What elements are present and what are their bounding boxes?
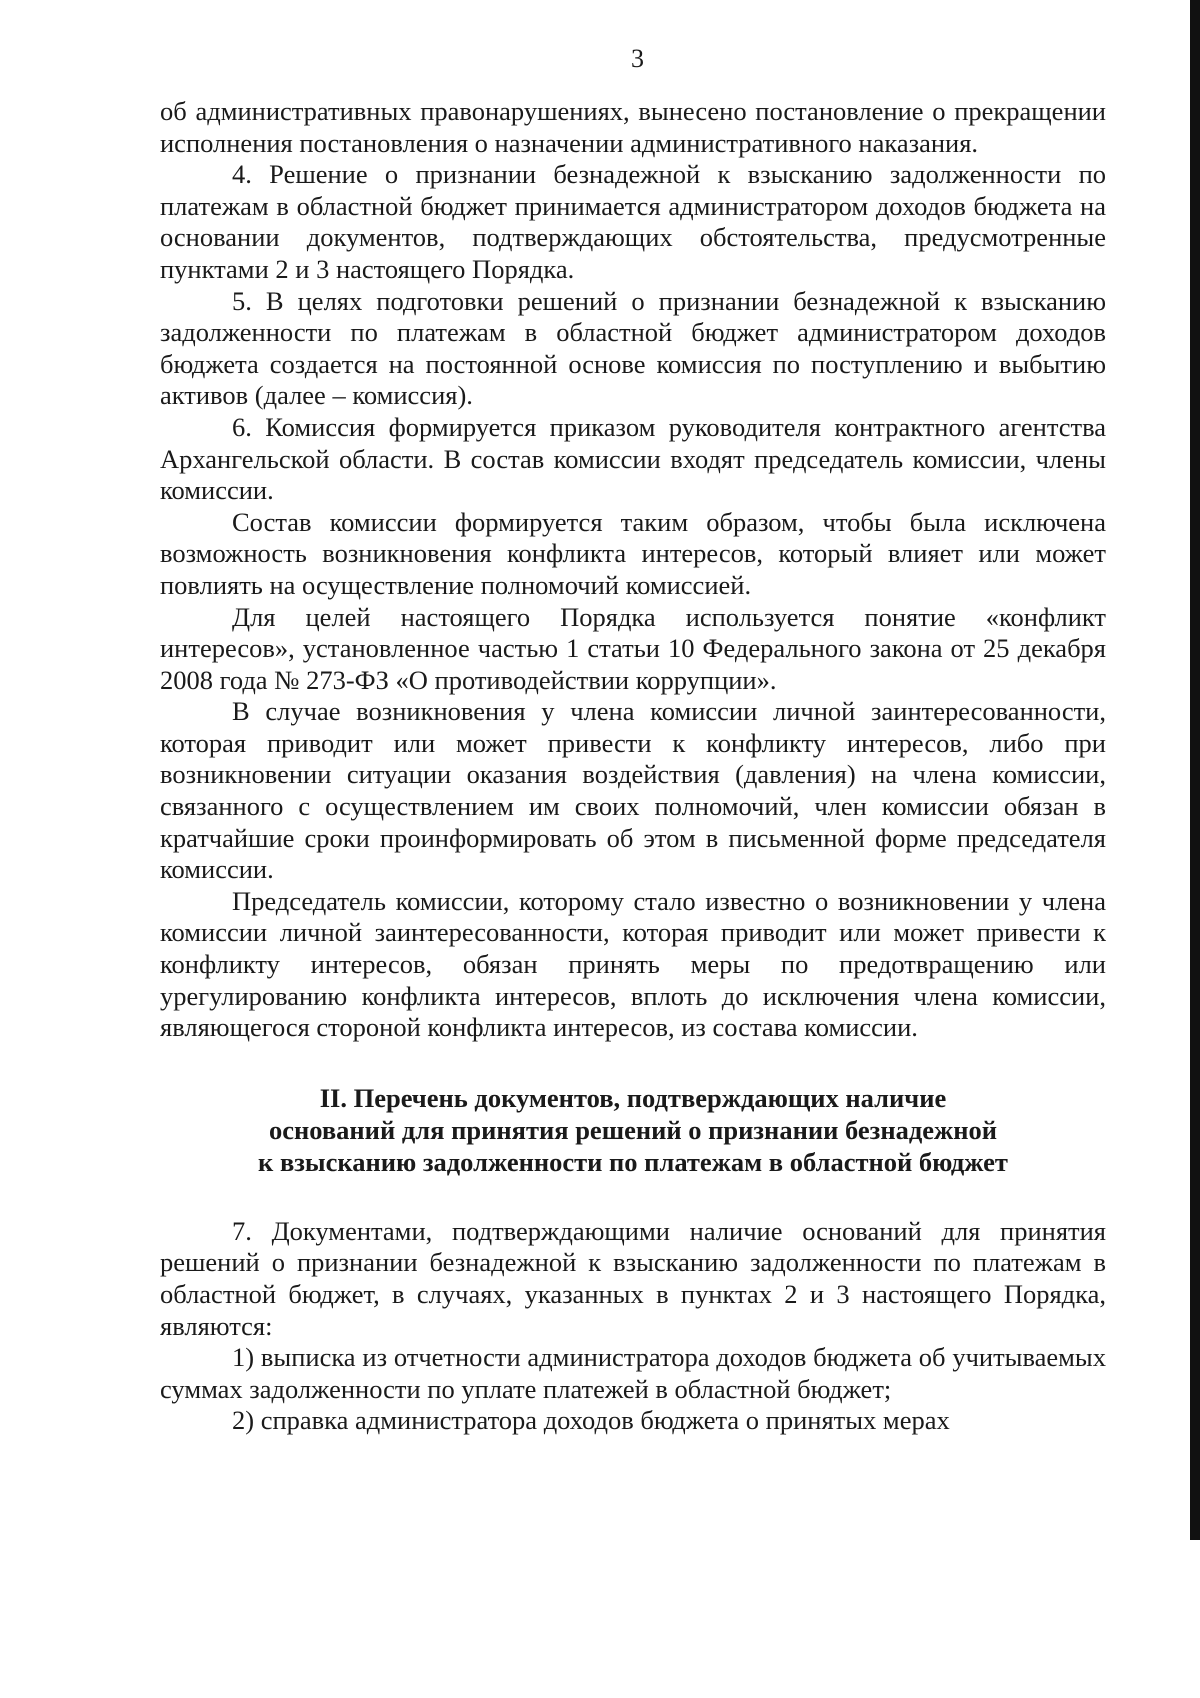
section-heading-line-1: II. Перечень документов, подтверждающих наличие — [319, 1082, 947, 1113]
document-body — [160, 96, 1106, 1437]
section-heading-line-3: к взысканию задолженности по платежам в областной бюджет — [258, 1146, 1008, 1177]
paragraph-item-6: 6. Комиссия формируется приказом руководителя контрактного агентства Архангельской области. В состав комиссии входят председатель комиссии, члены комиссии. — [160, 411, 1106, 506]
section-heading-line-2: оснований для принятия решений о признании безнадежной — [268, 1114, 998, 1145]
paragraph-item-5: 5. В целях подготовки решений о признании безнадежной к взысканию задолженности по платежам в областной бюджет администратором доходов бюджета создается на постоянной основе комиссия по поступлению и выбытию активов (далее – комиссия). — [160, 285, 1106, 411]
paragraph-chair-duty: Председатель комиссии, которому стало известно о возникновении у члена комиссии личной заинтересованности, которая приводит или может привести к конфликту интересов, обязан принять меры по предотвращению или урегулированию конфликта интересов, вплоть до исключения члена комиссии, являющегося стороной конфликта интересов, из состава комиссии. — [160, 885, 1106, 1043]
paragraph-conflict-definition: Для целей настоящего Порядка используется понятие «конфликт интересов», установленное частью 1 статьи 10 Федерального закона от 25 декабря 2008 года № 273-ФЗ «О противодействии коррупции». — [160, 601, 1106, 695]
paragraph-member-duty: В случае возникновения у члена комиссии личной заинтересованности, которая приводит или может привести к конфликту интересов, либо при возникновении ситуации оказания воздействия (давления) на члена комиссии, связанного с осуществлением им своих полномочий, член комиссии обязан в кратчайшие сроки проинформировать об этом в письменной форме председателя комиссии. — [160, 696, 1106, 885]
page-number: 3 — [631, 44, 644, 73]
scan-edge-border — [1190, 0, 1200, 1540]
paragraph-continuation: об административных правонарушениях, вынесено постановление о прекращении исполнения постановления о назначении административного наказания. — [160, 96, 1106, 158]
paragraph-subitem-2: 2) справка администратора доходов бюджета о принятых мерах — [232, 1405, 950, 1436]
paragraph-item-4: 4. Решение о признании безнадежной к взысканию задолженности по платежам в областной бюджет принимается администратором доходов бюджета на основании документов, подтверждающих обстоятельства, предусмотренные пунктами 2 и 3 настоящего Порядка. — [160, 159, 1106, 284]
paragraph-item-7: 7. Документами, подтверждающими наличие оснований для принятия решений о признании безнадежной к взысканию задолженности по платежам в областной бюджет, в случаях, указанных в пунктах 2 и 3 настоящего Порядка, являются: — [160, 1215, 1106, 1341]
paragraph-commission-composition: Состав комиссии формируется таким образом, чтобы была исключена возможность возникновения конфликта интересов, который влияет или может повлиять на осуществление полномочий комиссией. — [160, 506, 1106, 600]
section-heading — [160, 1082, 1106, 1178]
paragraph-subitem-1: 1) выписка из отчетности администратора доходов бюджета об учитываемых суммах задолженности по уплате платежей в областной бюджет; — [160, 1342, 1106, 1404]
